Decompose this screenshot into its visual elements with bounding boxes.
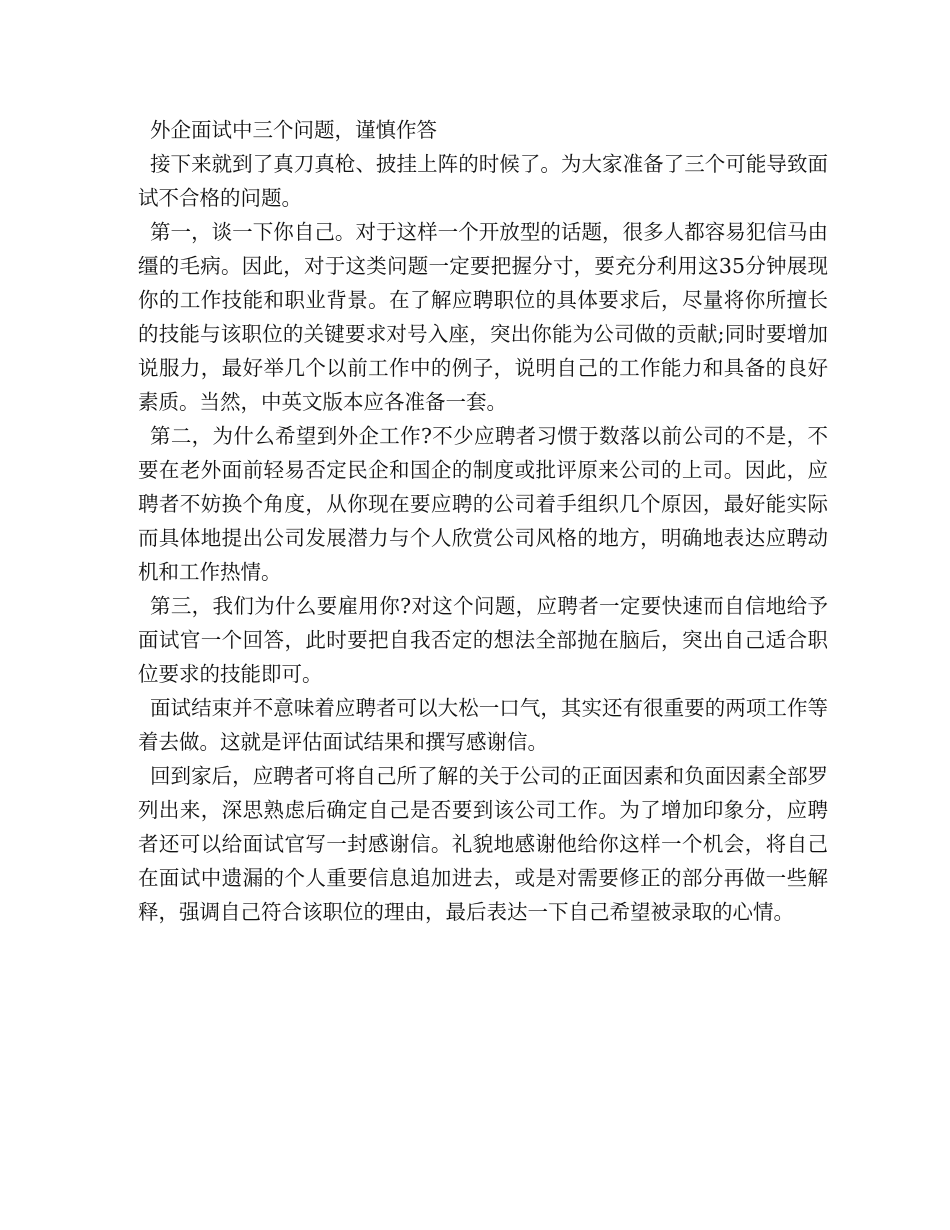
paragraph-intro: 接下来就到了真刀真枪、披挂上阵的时候了。为大家准备了三个可能导致面试不合格的问题。 [138, 152, 828, 210]
paragraph-question-three: 第三，我们为什么要雇用你?对这个问题，应聘者一定要快速而自信地给予面试官一个回答，此时要把自我否定的想法全部抛在脑后，突出自己适合职位要求的技能即可。 [138, 594, 828, 686]
paragraph-after-interview: 面试结束并不意味着应聘者可以大松一口气，其实还有很重要的两项工作等着去做。这就是评估面试结果和撰写感谢信。 [138, 696, 828, 754]
document-title: 外企面试中三个问题，谨慎作答 [150, 118, 437, 142]
paragraph-question-one: 第一，谈一下你自己。对于这样一个开放型的话题，很多人都容易犯信马由缰的毛病。因此，对于这类问题一定要把握分寸，要充分利用这35分钟展现你的工作技能和职业背景。在了解应聘职位的具体要求后，尽量将你所擅长的技能与该职位的关键要求对号入座，突出你能为公司做的贡献;同时要增加说服力，最好举几个以前工作中的例子，说明自己的工作能力和具备的良好素质。当然，中英文版本应各准备一套。 [138, 220, 828, 414]
paragraph-thank-you-letter: 回到家后，应聘者可将自己所了解的关于公司的正面因素和负面因素全部罗列出来，深思熟虑后确定自己是否要到该公司工作。为了增加印象分，应聘者还可以给面试官写一封感谢信。礼貌地感谢他给你这样一个机会，将自己在面试中遗漏的个人重要信息追加进去，或是对需要修正的部分再做一些解释，强调自己符合该职位的理由，最后表达一下自己希望被录取的心情。 [138, 764, 828, 924]
paragraph-question-two: 第二，为什么希望到外企工作?不少应聘者习惯于数落以前公司的不是，不要在老外面前轻易否定民企和国企的制度或批评原来公司的上司。因此，应聘者不妨换个角度，从你现在要应聘的公司着手组织几个原因，最好能实际而具体地提出公司发展潜力与个人欣赏公司风格的地方，明确地表达应聘动机和工作热情。 [138, 424, 828, 584]
document-body [138, 113, 828, 929]
